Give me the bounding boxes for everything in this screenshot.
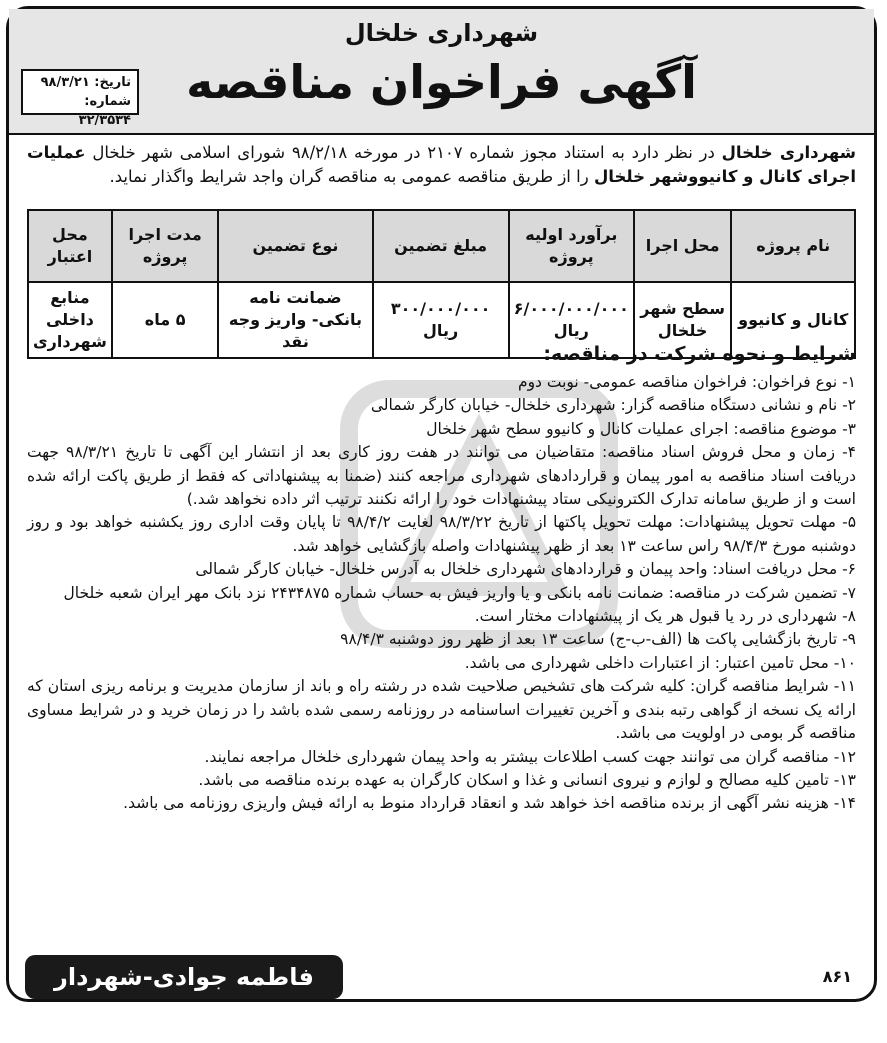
list-item: ۱۲- مناقصه گران می توانند جهت کسب اطلاعات بیشتر به واحد پیمان شهرداری خلخال مراجعه نمایند.: [204, 747, 856, 766]
conditions-list: [27, 371, 856, 816]
header-funding-source: محل اعتبار: [28, 210, 112, 282]
list-item: ۵- مهلت تحویل پیشنهادات: مهلت تحویل پاکتها از تاریخ ۹۸/۳/۲۲ لغایت ۹۸/۴/۲ تا پایان وقت اداری روز یکشنبه خواهد بود و روز دوشنبه مورخ ۹۸/۴/۳ راس ساعت ۱۳ بعد از ظهر پیشنهادات واصله بازگشایی خواهد شد.: [27, 513, 857, 555]
list-item: ۴- زمان و محل فروش اسناد مناقصه: متقاضیان می توانند در هفت روز کاری بعد از انتشار این آگهی تا تاریخ ۹۸/۳/۲۱ جهت دریافت اسناد مناقصه به امور پیمان و قراردادهای شهرداری مراجعه کنند (ضمنا به پیشنهاداتی که فقط از طریق پاکت ارائه شده است و از طریق سامانه تدارک الکترونیکی ستاد پیشنهادات خود را ارائه نکنند ترتیب اثر داده نخواهد شد.): [27, 443, 856, 509]
advertisement-frame: [6, 6, 877, 1035]
header: [9, 9, 874, 135]
ad-code: ۸۶۱: [822, 967, 852, 986]
list-item: ۱۱- شرایط مناقصه گران: کلیه شرکت های تشخیص صلاحیت شده در رشته راه و باند از سازمان مدیریت و برنامه ریزی استان که ارائه یک نسخه از گواهی رتبه بندی و آخرین تغییرات اساسنامه در روزنامه رسمی شده باشد را در زمان خرید و در شرایط مساوی مناقصه گر بومی در اولویت می باشد.: [27, 677, 856, 743]
list-item: ۱۴- هزینه نشر آگهی از برنده مناقصه اخذ خواهد شد و انعقاد قرارداد منوط به ارائه فیش واریزی روزنامه می باشد.: [123, 794, 856, 813]
header-duration: مدت اجرا پروژه: [112, 210, 219, 282]
table-header-row: [28, 210, 855, 282]
header-estimate: برآورد اولیه پروژه: [509, 210, 634, 282]
list-item: ۳- موضوع مناقصه: اجرای عملیات کانال و کانیوو سطح شهر خلخال: [426, 419, 856, 438]
conditions-title: شرایط و نحوه شرکت در مناقصه:: [543, 343, 856, 365]
intro-project: عملیات اجرای کانال و کانیووشهر خلخال: [27, 143, 856, 186]
organization-name: شهرداری خلخال: [344, 19, 539, 47]
header-project-name: نام پروژه: [731, 210, 855, 282]
date-number-box: [21, 69, 139, 128]
cell-project-name: کانال و کانیوو: [731, 282, 855, 358]
signature-banner: فاطمه جوادی-شهردار خلخال: [25, 955, 343, 999]
date-label: تاریخ: ۹۸/۳/۲۱: [40, 75, 131, 90]
header-guarantee-type: نوع تضمین: [218, 210, 372, 282]
intro-paragraph: [27, 141, 856, 189]
cell-location: سطح شهر خلخال: [634, 282, 731, 358]
header-location: محل اجرا: [634, 210, 731, 282]
cell-duration: ۵ ماه: [112, 282, 219, 358]
cell-funding-source: منابع داخلی شهرداری: [28, 282, 112, 358]
intro-org: شهرداری خلخال: [721, 143, 856, 162]
intro-text-2: را از طریق مناقصه عمومی به مناقصه گران واجد شرایط واگذار نماید.: [109, 167, 594, 186]
list-item: ۱۳- تامین کلیه مصالح و لوازم و نیروی انسانی و غذا و اسکان کارگران به عهده برنده مناقصه می باشد.: [198, 770, 856, 789]
intro-text-1: در نظر دارد به استناد مجوز شماره ۲۱۰۷ در مورخه ۹۸/۲/۱۸ شورای اسلامی شهر خلخال: [85, 143, 722, 162]
list-item: ۱- نوع فراخوان: فراخوان مناقصه عمومی- نوبت دوم: [517, 373, 856, 391]
list-item: ۹- تاریخ بازگشایی پاکت ها (الف-ب-ج) ساعت ۱۳ بعد از ظهر روز دوشنبه ۹۸/۴/۳: [340, 630, 856, 649]
cell-guarantee-type: ضمانت نامه بانکی- واریز وجه نقد: [218, 282, 372, 358]
list-item: ۸- شهرداری در رد یا قبول هر یک از پیشنهادات مختار است.: [474, 607, 856, 626]
number-label: شماره: ۳۲/۳۵۳۴: [78, 94, 131, 128]
list-item: ۷- تضمین شرکت در مناقصه: ضمانت نامه بانکی و یا واریز فیش به حساب شماره ۲۴۳۴۸۷۵ نزد بانک مهر ایران شعبه خلخال: [63, 583, 856, 602]
list-item: ۶- محل دریافت اسناد: واحد پیمان و قراردادهای شهرداری خلخال به آدرس خلخال- خیابان کارگر شمالی: [195, 560, 856, 579]
project-table: [27, 209, 856, 359]
cell-estimate: ۶/۰۰۰/۰۰۰/۰۰۰ ریال: [509, 282, 634, 358]
list-item: ۱۰- محل تامین اعتبار: از اعتبارات داخلی شهرداری می باشد.: [464, 653, 856, 672]
list-item: ۲- نام و نشانی دستگاه مناقصه گزار: شهرداری خلخال- خیابان کارگر شمالی: [370, 396, 856, 415]
cell-guarantee-amount: ۳۰۰/۰۰۰/۰۰۰ ریال: [373, 282, 509, 358]
header-guarantee-amount: مبلغ تضمین: [373, 210, 509, 282]
page-title: آگهی فراخوان مناقصه: [186, 55, 697, 109]
